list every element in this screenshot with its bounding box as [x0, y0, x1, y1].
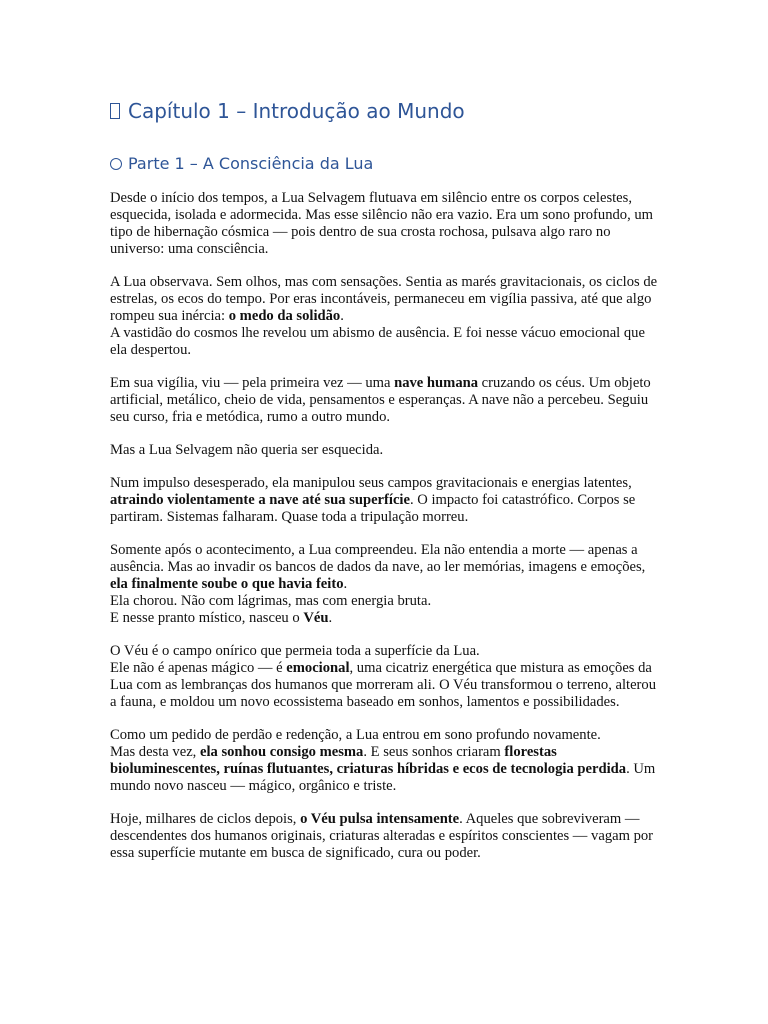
paragraph-text: . [340, 308, 344, 324]
chapter-title: Capítulo 1 – Introdução ao Mundo [128, 99, 465, 123]
paragraph-text: A Lua observava. Sem olhos, mas com sensações. Sentia as marés gravitacionais, os ciclos de estrelas, os ecos do tempo. Por eras incontáveis, permaneceu em vigília passiva, até que algo rompeu sua inércia: [110, 274, 658, 324]
paragraph-5 [110, 475, 658, 526]
chapter-heading [110, 96, 658, 126]
bold-phrase: ela sonhou consigo mesma [199, 744, 364, 760]
paragraph-text: Desde o início dos tempos, a Lua Selvagem flutuava em silêncio entre os corpos celestes, esquecida, isolada e adormecida. Mas esse silêncio não era vazio. Era um sono profundo, um tipo de hibernação cósmica — pois dentro de sua crosta rochosa, pulsava algo raro no universo: uma consciência. [110, 190, 654, 257]
paragraph-8 [110, 727, 658, 795]
paragraph-text: Ele não é apenas mágico — é [110, 660, 287, 676]
missing-glyph-icon [110, 103, 120, 119]
paragraph-text: A vastidão do cosmos lhe revelou um abismo de ausência. E foi nesse vácuo emocional que ela despertou. [110, 325, 645, 358]
bold-phrase: o Véu pulsa intensamente [300, 811, 460, 827]
document-page [110, 96, 658, 878]
paragraph-text: , uma cicatriz energética que mistura as emoções da Lua com as lembranças dos humanos que morreram ali. O Véu transformou o terreno, alterou a fauna, e moldou um novo ecossistema baseado em sonhos, lamentos e possibilidades. [110, 660, 657, 710]
paragraph-text: . [328, 610, 333, 626]
bold-phrase: nave humana [394, 375, 479, 391]
paragraph-text: . Um mundo novo nasceu — mágico, orgânico e triste. [110, 761, 656, 794]
bold-phrase: emocional [286, 660, 350, 676]
part-heading [110, 152, 658, 176]
paragraph-text: Num impulso desesperado, ela manipulou seus campos gravitacionais e energias latentes, [110, 475, 632, 491]
bold-phrase: o medo da solidão [228, 308, 341, 324]
part-title: Parte 1 – A Consciência da Lua [128, 154, 374, 173]
paragraph-9 [110, 811, 658, 862]
paragraph-text: Mas desta vez, [110, 744, 200, 760]
paragraph-text: Em sua vigília, viu — pela primeira vez — uma [110, 375, 395, 391]
circle-icon [110, 158, 122, 170]
paragraph-text: Hoje, milhares de ciclos depois, [110, 811, 301, 827]
paragraph-text: Mas a Lua Selvagem não queria ser esquecida. [110, 442, 384, 458]
paragraph-2 [110, 274, 658, 359]
bold-phrase: atraindo violentamente a nave até sua superfície [110, 492, 410, 508]
bold-phrase: ela finalmente soube o que havia feito [110, 576, 344, 592]
paragraph-text: . O impacto foi catastrófico. Corpos se partiram. Sistemas falharam. Quase toda a tripulação morreu. [110, 492, 636, 525]
paragraph-text: Somente após o acontecimento, a Lua compreendeu. Ela não entendia a morte — apenas a ausência. Mas ao invadir os bancos de dados da nave, ao ler memórias, imagens e emoções, [110, 542, 646, 575]
bold-phrase: florestas bioluminescentes, ruínas flutuantes, criaturas híbridas e ecos de tecnologia perdida [110, 744, 627, 777]
paragraph-6 [110, 542, 658, 627]
paragraph-text: . E seus sonhos criaram [363, 744, 505, 760]
paragraph-text: . [343, 576, 348, 592]
paragraph-1 [110, 190, 658, 258]
paragraph-text: E nesse pranto místico, nasceu o [110, 610, 304, 626]
paragraph-text: . Aqueles que sobreviveram — descendentes dos humanos originais, criaturas alteradas e espíritos conscientes — vagam por essa superfície mutante em busca de significado, cura ou poder. [110, 811, 654, 861]
paragraph-text: Como um pedido de perdão e redenção, a Lua entrou em sono profundo novamente. [110, 727, 601, 743]
paragraph-text: cruzando os céus. Um objeto artificial, metálico, cheio de vida, pensamentos e esperanças. A nave não a percebeu. Seguiu seu curso, fria e metódica, rumo a outro mundo. [110, 375, 651, 425]
paragraph-4 [110, 442, 658, 459]
paragraph-7 [110, 643, 658, 711]
paragraph-text: O Véu é o campo onírico que permeia toda a superfície da Lua. [110, 643, 480, 659]
bold-phrase: Véu [303, 610, 329, 626]
paragraph-3 [110, 375, 658, 426]
paragraph-text: Ela chorou. Não com lágrimas, mas com energia bruta. [110, 593, 432, 609]
